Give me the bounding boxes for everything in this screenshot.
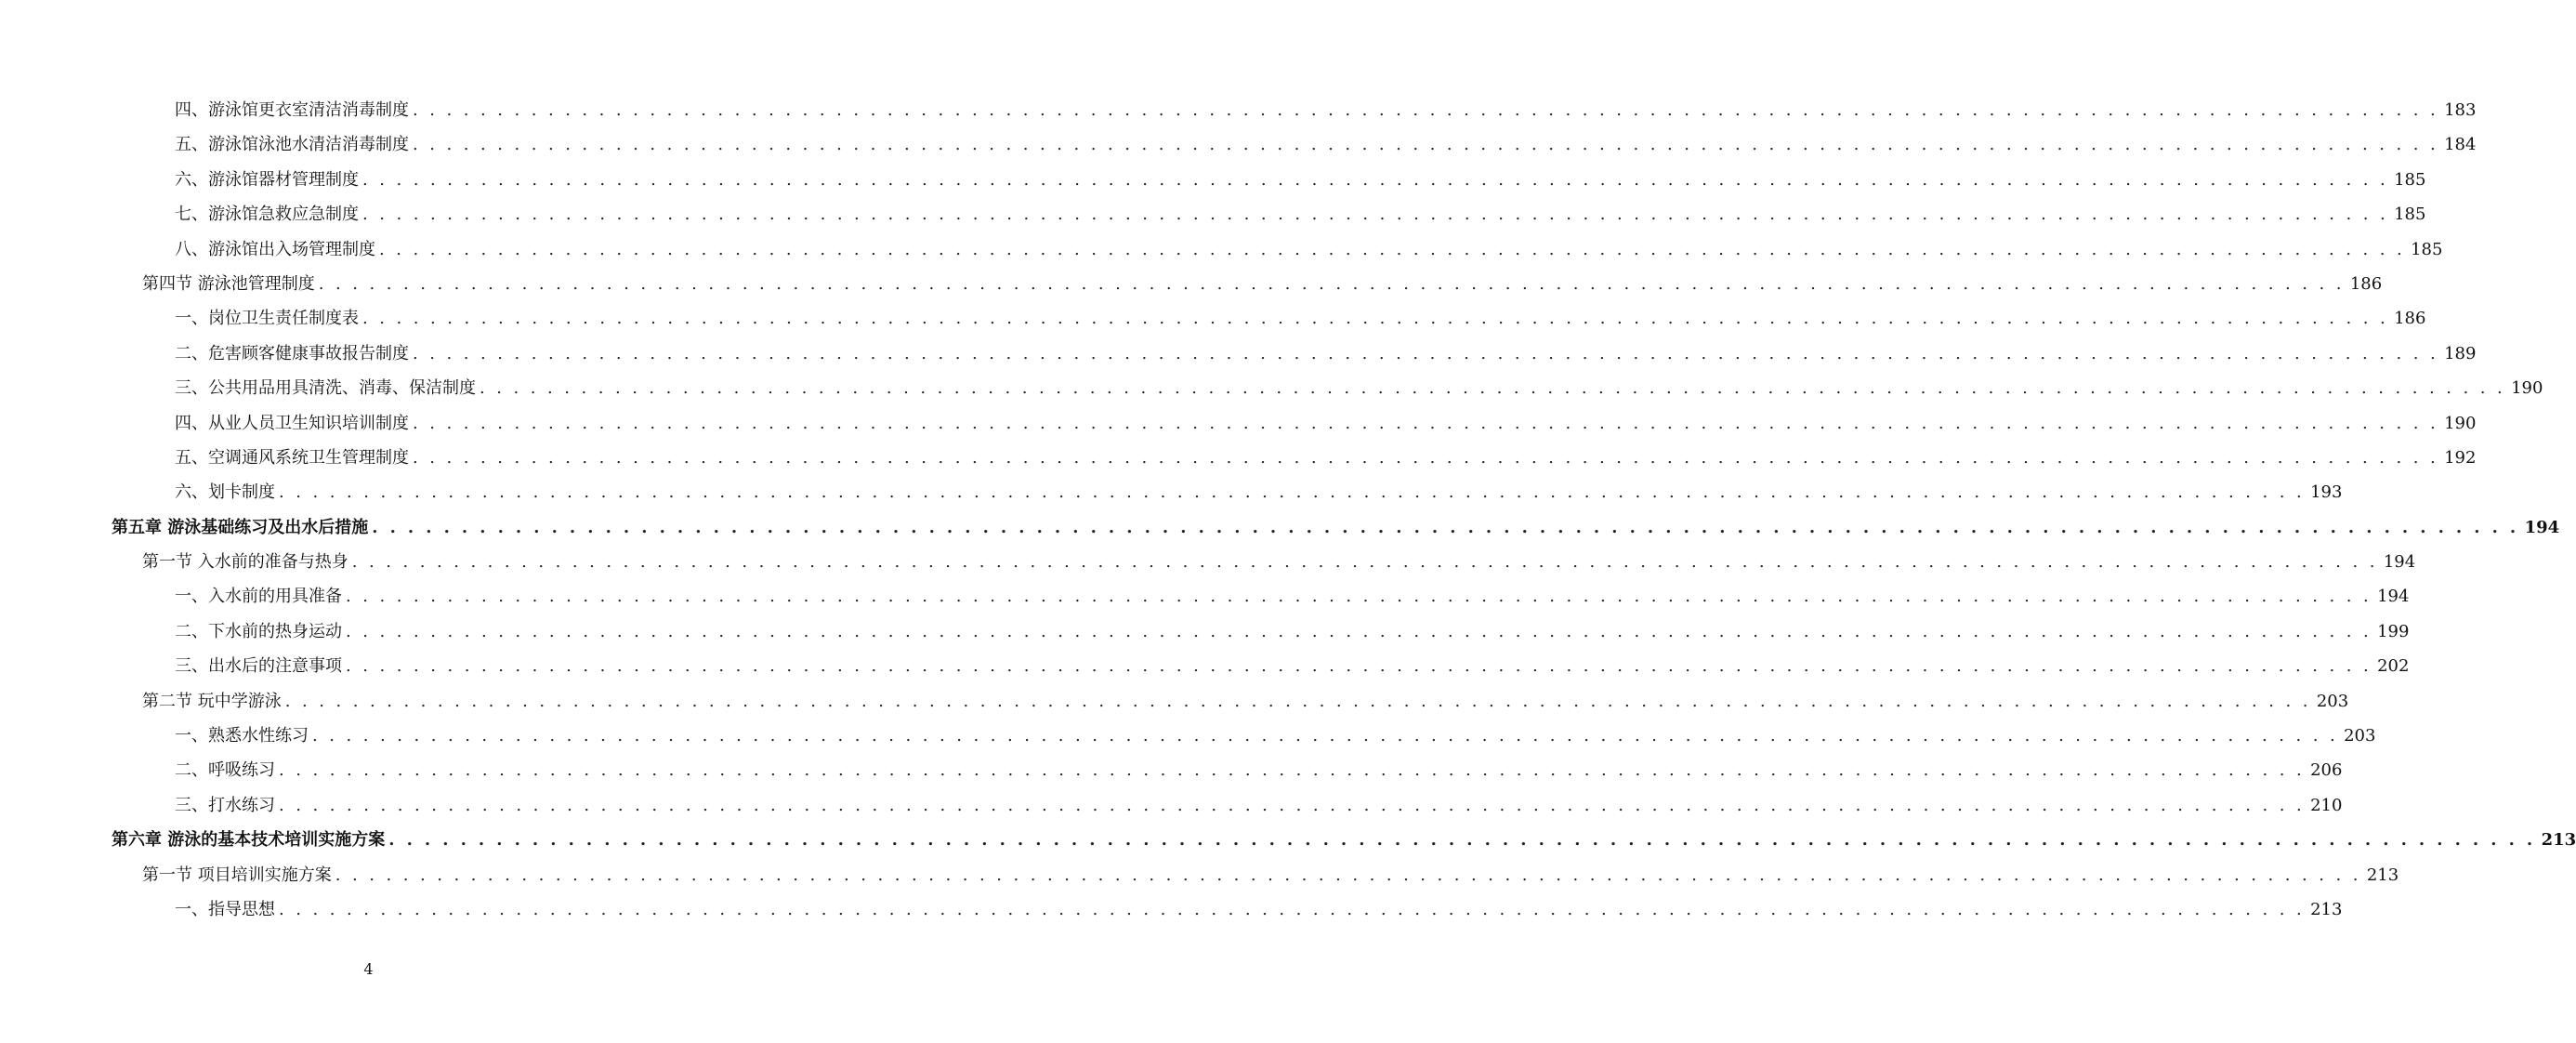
dot-leader: . . . . . . . . . . . . . . . . . . . . . . . . . . . . . . . . . . . . . . . . . . . . . . . . . . . . . . . . . . . . . . . . . . . . . . . . . . . . . . . . . . . . . . . . . . . . . . . . . . . . . . . . . . . . . . . . . . . . . . . .: [351, 552, 2378, 573]
dot-leader: . . . . . . . . . . . . . . . . . . . . . . . . . . . . . . . . . . . . . . . . . . . . . . . . . . . . . . . . . . . . . . . . . . . . . . . . . . . . . . . . . . . . . . . . . . . . . . . . . . . . . . . . . . . . . . . . . . . . . . . .: [279, 795, 2306, 815]
toc-entry-title: 第一节 入水前的准备与热身: [142, 552, 348, 573]
toc-entry-page: 210: [2310, 795, 2343, 815]
toc-entry[interactable]: [112, 753, 2343, 787]
toc-entry-title: 第四节 游泳池管理制度: [142, 273, 315, 294]
toc-entry-page: 213: [2310, 899, 2343, 919]
dot-leader: . . . . . . . . . . . . . . . . . . . . . . . . . . . . . . . . . . . . . . . . . . . . . . . . . . . . . . . . . . . . . . . . . . . . . . . . . . . . . . . . . . . . . . . . . . . . . . . . . . . . . . . . . . . . . . . . . . . . . . . .: [413, 447, 2439, 468]
dot-leader: . . . . . . . . . . . . . . . . . . . . . . . . . . . . . . . . . . . . . . . . . . . . . . . . . . . . . . . . . . . . . . . . . . . . . . . . . . . . . . . . . . . . . . . . . . . . . . . . . . . . . . . . . . . . . . . . . . . . . . . .: [362, 205, 2389, 225]
toc-entry-page: 194: [2383, 552, 2416, 573]
toc-entry-title: 二、危害顾客健康事故报告制度: [175, 343, 409, 363]
dot-leader: . . . . . . . . . . . . . . . . . . . . . . . . . . . . . . . . . . . . . . . . . . . . . . . . . . . . . . . . . . . . . . . . . . . . . . . . . . . . . . . . . . . . . . . . . . . . . . . . . . . . . . . . . . . . . . . . . . . . . . . .: [284, 691, 2311, 711]
toc-entry[interactable]: [112, 267, 2383, 301]
toc-entry-page: 203: [2316, 691, 2349, 711]
dot-leader: . . . . . . . . . . . . . . . . . . . . . . . . . . . . . . . . . . . . . . . . . . . . . . . . . . . . . . . . . . . . . . . . . . . . . . . . . . . . . . . . . . . . . . . . . . . . . . . . . . . . . . . . . . . . . . . . . . . . . . . .: [346, 621, 2372, 641]
dot-leader: . . . . . . . . . . . . . . . . . . . . . . . . . . . . . . . . . . . . . . . . . . . . . . . . . . . . . . . . . . . . . . . . . . . . . . . . . . . . . . . . . . . . . . . . . . . . . . . . . . . . . . . . . . . . . . . . . . . . . . . .: [413, 135, 2439, 155]
dot-leader: . . . . . . . . . . . . . . . . . . . . . . . . . . . . . . . . . . . . . . . . . . . . . . . . . . . . . . . . . . . . . . . . . . . . . . . . . . . . . . . . . . . . . . . . . . . . . . . . . . . . . . . . . . . . . . . . . . . . . . . .: [279, 760, 2306, 781]
toc-entry-title: 六、游泳馆器材管理制度: [175, 169, 359, 190]
toc-entry-page: 189: [2444, 343, 2477, 363]
toc-entry-title: 五、游泳馆泳池水清洁消毒制度: [175, 135, 409, 155]
toc-entry-page: 185: [2394, 205, 2426, 225]
toc-entry-page: 203: [2344, 726, 2376, 746]
toc-entry-title: 第二节 玩中学游泳: [142, 691, 282, 711]
toc-entry-page: 184: [2444, 135, 2477, 155]
toc-entry[interactable]: [112, 788, 2343, 823]
dot-leader: . . . . . . . . . . . . . . . . . . . . . . . . . . . . . . . . . . . . . . . . . . . . . . . . . . . . . . . . . . . . . . . . . . . . . . . . . . . . . . . . . . . . . . . . . . . . . . . . . . . . . . . . . . . . . . . . . . . . . . . .: [413, 413, 2439, 433]
toc-entry[interactable]: [112, 406, 2477, 441]
toc-entry-page: 185: [2411, 239, 2443, 259]
toc-entry-page: 193: [2310, 482, 2343, 503]
dot-leader: . . . . . . . . . . . . . . . . . . . . . . . . . . . . . . . . . . . . . . . . . . . . . . . . . . . . . . . . . . . . . . . . . . . . . . . . . . . . . . . . . . . . . . . . . . . . . . . . . . . . . . . . . . . . . . . . . . . . . . . .: [362, 169, 2389, 190]
toc-entry-title: 一、指导思想: [175, 899, 275, 919]
dot-leader: . . . . . . . . . . . . . . . . . . . . . . . . . . . . . . . . . . . . . . . . . . . . . . . . . . . . . . . . . . . . . . . . . . . . . . . . . . . . . . . . . . . . . . . . . . . . . . . . . . . . . . . . . . . . . . . . . . . . . . . .: [346, 587, 2372, 607]
dot-leader: . . . . . . . . . . . . . . . . . . . . . . . . . . . . . . . . . . . . . . . . . . . . . . . . . . . . . . . . . . . . . . . . . . . . . . . . . . . . . . . . . . . . . . . . . . . . . . . . . . . . . . . . . . . . . . . . . . . . . . . .: [480, 378, 2506, 399]
toc-entry-page: 190: [2511, 378, 2543, 399]
toc-entry-title: 三、出水后的注意事项: [175, 656, 342, 677]
toc-entry-page: 186: [2349, 273, 2383, 294]
toc-entry[interactable]: [112, 858, 2399, 892]
toc-entry-title: 七、游泳馆急救应急制度: [175, 205, 359, 225]
toc-entry-title: 三、公共用品用具清洗、消毒、保洁制度: [175, 378, 476, 399]
toc-entry-page: 202: [2377, 656, 2410, 677]
toc-entry-page: 194: [2377, 587, 2410, 607]
toc-entry-title: 二、呼吸练习: [175, 760, 275, 781]
dot-leader: . . . . . . . . . . . . . . . . . . . . . . . . . . . . . . . . . . . . . . . . . . . . . . . . . . . . . . . . . . . . . . . . . . . . . . . . . . . . . . . . . . . . . . . . . . . . . . . . . . . . . . . . . . . . . . . . . . . . . . . .: [346, 656, 2372, 677]
toc-entry-page: 190: [2444, 413, 2477, 433]
toc-entry-page: 213: [2541, 830, 2576, 851]
toc-entry[interactable]: [112, 232, 2443, 267]
dot-leader: . . . . . . . . . . . . . . . . . . . . . . . . . . . . . . . . . . . . . . . . . . . . . . . . . . . . . . . . . . . . . . . . . . . . . . . . . . . . . . . . . . . . . . . . . . . . . . . . . . . . . . . . . . . . . . . . . . . . . . . .: [413, 343, 2439, 363]
toc-entry-title: 三、打水练习: [175, 795, 275, 815]
dot-leader: . . . . . . . . . . . . . . . . . . . . . . . . . . . . . . . . . . . . . . . . . . . . . . . . . . . . . . . . . . . . . . . . . . . . . . . . . . . . . . . . . . . . . . . . . . . . . . . . . . . . . . . . . . . . . . . . . . . . . . . .: [335, 865, 2361, 885]
toc-entry[interactable]: [112, 197, 2426, 231]
dot-leader: . . . . . . . . . . . . . . . . . . . . . . . . . . . . . . . . . . . . . . . . . . . . . . . . . . . . . . . . . . . . . . . . . . . . . . . . . . . . . . . . . . . . . . . . . . . . . . . . . . . . . . . . . . . . . . . . . . . . . . . .: [279, 482, 2306, 503]
dot-leader: . . . . . . . . . . . . . . . . . . . . . . . . . . . . . . . . . . . . . . . . . . . . . . . . . . . . . . . . . . . . . . . . . . . . . . . . . . . . . . . . . . . . . . . . . . . . . . . . . . . . . . . . . . . . . . . . . . . . . . . .: [413, 100, 2439, 120]
toc-entry-title: 四、游泳馆更衣室清洁消毒制度: [175, 100, 409, 120]
dot-leader: . . . . . . . . . . . . . . . . . . . . . . . . . . . . . . . . . . . . . . . . . . . . . . . . . . . . . . . . . . . . . . . . . . . . . . . . . . . . . . . . . . . . . . . . . . . . . . . . . . . . . . . . . . . . . . . . . . . . . . . .: [388, 830, 2536, 851]
toc-entry-title: 六、划卡制度: [175, 482, 275, 503]
toc-entry[interactable]: [112, 301, 2426, 336]
toc-entry[interactable]: [112, 475, 2343, 509]
toc-entry[interactable]: [112, 719, 2376, 753]
toc-entry-page: 194: [2524, 517, 2560, 537]
dot-leader: . . . . . . . . . . . . . . . . . . . . . . . . . . . . . . . . . . . . . . . . . . . . . . . . . . . . . . . . . . . . . . . . . . . . . . . . . . . . . . . . . . . . . . . . . . . . . . . . . . . . . . . . . . . . . . . . . . . . . . . .: [362, 309, 2389, 329]
toc-entry[interactable]: [112, 441, 2477, 475]
toc-entry-title: 第一节 项目培训实施方案: [142, 865, 332, 885]
toc-entry[interactable]: [112, 163, 2426, 197]
toc-entry-page: 213: [2366, 865, 2399, 885]
toc-entry-page: 183: [2444, 100, 2477, 120]
toc-entry[interactable]: [112, 510, 2560, 545]
toc-entry-title: 一、入水前的用具准备: [175, 587, 342, 607]
toc-entry-page: 185: [2394, 169, 2426, 190]
toc-entry[interactable]: [112, 127, 2477, 162]
toc-entry-title: 四、从业人员卫生知识培训制度: [175, 413, 409, 433]
toc-entry-page: 186: [2394, 309, 2426, 329]
toc-entry-title: 二、下水前的热身运动: [175, 621, 342, 641]
dot-leader: . . . . . . . . . . . . . . . . . . . . . . . . . . . . . . . . . . . . . . . . . . . . . . . . . . . . . . . . . . . . . . . . . . . . . . . . . . . . . . . . . . . . . . . . . . . . . . . . . . . . . . . . . . . . . . . . . . . . . . . .: [312, 726, 2339, 746]
toc-entry[interactable]: [112, 892, 2343, 927]
page-number: 4: [363, 960, 374, 978]
toc-entry[interactable]: [112, 579, 2410, 614]
toc-entry[interactable]: [112, 684, 2349, 719]
toc-entry[interactable]: [112, 649, 2410, 683]
toc-entry-title: 五、空调通风系统卫生管理制度: [175, 447, 409, 468]
toc-entry-page: 206: [2310, 760, 2343, 781]
toc-entry[interactable]: [112, 371, 2543, 405]
dot-leader: . . . . . . . . . . . . . . . . . . . . . . . . . . . . . . . . . . . . . . . . . . . . . . . . . . . . . . . . . . . . . . . . . . . . . . . . . . . . . . . . . . . . . . . . . . . . . . . . . . . . . . . . . . . . . . . . . . . . . . . .: [372, 517, 2519, 537]
dot-leader: . . . . . . . . . . . . . . . . . . . . . . . . . . . . . . . . . . . . . . . . . . . . . . . . . . . . . . . . . . . . . . . . . . . . . . . . . . . . . . . . . . . . . . . . . . . . . . . . . . . . . . . . . . . . . . . . . . . . . . . .: [318, 273, 2345, 294]
toc-entry-title: 第六章 游泳的基本技术培训实施方案: [112, 830, 386, 851]
toc-entry-page: 192: [2444, 447, 2477, 468]
toc-entry[interactable]: [112, 823, 2576, 857]
dot-leader: . . . . . . . . . . . . . . . . . . . . . . . . . . . . . . . . . . . . . . . . . . . . . . . . . . . . . . . . . . . . . . . . . . . . . . . . . . . . . . . . . . . . . . . . . . . . . . . . . . . . . . . . . . . . . . . . . . . . . . . .: [379, 239, 2406, 259]
toc-entry-title: 八、游泳馆出入场管理制度: [175, 239, 375, 259]
toc-entry-title: 第五章 游泳基础练习及出水后措施: [112, 517, 369, 537]
dot-leader: . . . . . . . . . . . . . . . . . . . . . . . . . . . . . . . . . . . . . . . . . . . . . . . . . . . . . . . . . . . . . . . . . . . . . . . . . . . . . . . . . . . . . . . . . . . . . . . . . . . . . . . . . . . . . . . . . . . . . . . .: [279, 899, 2306, 919]
toc-entry-title: 一、岗位卫生责任制度表: [175, 309, 359, 329]
toc-entry[interactable]: [112, 337, 2477, 371]
toc-entry[interactable]: [112, 545, 2416, 579]
toc-entry[interactable]: [112, 93, 2477, 127]
toc-entry-page: 199: [2377, 621, 2410, 641]
table-of-contents: [112, 93, 2576, 927]
toc-entry-title: 一、熟悉水性练习: [175, 726, 309, 746]
toc-entry[interactable]: [112, 614, 2410, 649]
